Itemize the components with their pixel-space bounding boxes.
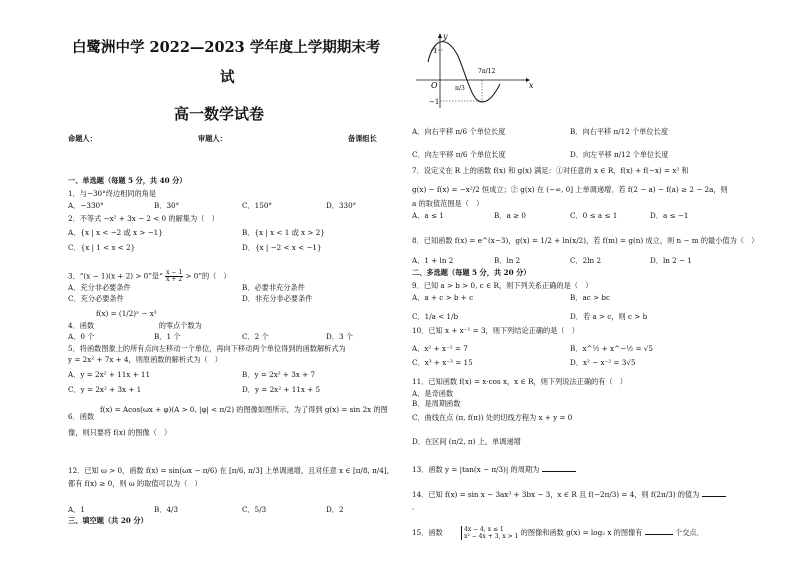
exam-title-line1: 白鹭洲中学 2022—2023 学年度上学期期末考: [72, 39, 381, 56]
q6-option-b: B．向右平移 π/12 个单位长度: [570, 127, 669, 136]
q15-piece-1: 4x − 4, x ≤ 1: [464, 526, 504, 533]
q2-option-d: D．{x | −2 < x < −1}: [242, 243, 322, 252]
question-10: 10．已知 x + x⁻¹ = 3，则下列结论正确的是（ ）: [412, 326, 579, 335]
y-axis-label: y: [443, 32, 448, 41]
q15-piece-2: x² − 4x + 3, x > 1: [464, 533, 519, 540]
section3-heading: 三、填空题（共 20 分）: [68, 516, 148, 525]
q3-option-b: B．必要非充分条件: [242, 283, 305, 292]
q10-option-a: A．x² + x⁻² = 7: [412, 344, 468, 353]
q11-option-c: C．曲线在点 (π, f(π)) 处的切线方程为 x + y = 0: [412, 413, 573, 422]
q12-option-b: B．4/3: [154, 505, 179, 514]
q12-option-c: C．5/3: [242, 505, 267, 514]
q2-option-b: B．{x | x < 1 或 x > 2}: [242, 228, 325, 237]
q6-option-c: C．向左平移 π/6 个单位长度: [412, 150, 506, 159]
q4-suffix: 的零点个数为: [158, 321, 202, 330]
q10-option-b: B．x^½ + x^−½ = √5: [570, 344, 653, 353]
q10-option-c: C．x³ + x⁻³ = 15: [412, 358, 473, 367]
question-12-line1: 12．已知 ω > 0，函数 f(x) = sin(ωx − π/6) 在 [π/6, π/3] 上单调递增，且对任意 x ∈ [π/8, π/4]，: [68, 466, 394, 475]
y-axis-arrow: [438, 33, 442, 38]
q14-trailing-dot: ．: [412, 502, 420, 511]
exam-subtitle: 高一数学试卷: [174, 105, 265, 123]
reviewer-label: 审题人：: [198, 134, 227, 143]
q9-option-d: D．若 a > c，则 c > b: [570, 312, 648, 321]
tick-one: 1: [433, 47, 438, 55]
label-seven-pi-twelve: 7π/12: [478, 68, 496, 75]
right-column: [410, 0, 790, 561]
q9-option-c: C．1/a < 1/b: [412, 312, 459, 321]
q5-option-b: B．y = 2x² + 3x + 7: [242, 370, 316, 379]
q15-prefix: 15．函数: [412, 528, 443, 537]
q3-option-d: D．非充分非必要条件: [242, 294, 313, 303]
question-6-number: 6．函数: [68, 412, 95, 421]
q5-option-d: D．y = 2x² + 11x + 5: [242, 385, 321, 394]
q8-option-a: A．1 + ln 2: [412, 256, 454, 265]
question-11: 11．已知函数 f(x) = x·cos x，x ∈ R，则下列说法正确的有（ ）: [412, 377, 627, 386]
q3-frac-numerator: x − 1: [166, 269, 183, 276]
origin-label: O: [431, 81, 438, 90]
q4-option-d: D．3 个: [326, 332, 353, 341]
question-5-line2: y = 2x² + 7x + 4，则原函数的解析式为（ ）: [68, 355, 222, 364]
x-axis-label: x: [529, 81, 534, 90]
q12-option-d: D．2: [326, 505, 344, 514]
question-4: [68, 321, 202, 330]
q15-piecewise: [461, 526, 518, 540]
question-3: [68, 270, 231, 283]
q2-option-c: C．{x | 1 < x < 2}: [68, 243, 136, 252]
q5-option-c: C．y = 2x² + 3x + 1: [68, 385, 142, 394]
q8-option-d: D．ln 2 − 1: [650, 256, 692, 265]
q4-option-a: A．0 个: [68, 332, 95, 341]
q2-option-a: A．{x | x < −2 或 x > −1}: [68, 228, 163, 237]
q4-option-b: B．1 个: [154, 332, 181, 341]
q13-answer-blank[interactable]: [542, 465, 576, 472]
q4-prefix: 4．函数: [68, 321, 95, 330]
question-6-line1: f(x) = Acos(ωx + φ)(A > 0, |φ| < π/2) 的图像如图所示，为了得到 g(x) = sin 2x 的图: [100, 405, 388, 414]
q9-option-a: A．a + c > b + c: [412, 293, 474, 302]
question-8: 8．已知函数 f(x) = e^(x−3)，g(x) = 1/2 + ln(x/2)，若 f(m) = g(n) 成立，则 n − m 的最小值为（ ）: [412, 236, 759, 245]
q13-text: 13．函数 y = |tan(x − π/3)| 的周期为: [412, 465, 540, 474]
q5-option-a: A．y = 2x² + 11x + 11: [68, 370, 151, 379]
question-7-line2: g(x) − f(x) = −x²/2 恒成立；② g(x) 在 (−∞, 0] 上单调递增．若 f(2 − a) − f(a) ≥ 2 − 2a，则: [412, 185, 728, 194]
q6-option-a: A．向右平移 π/6 个单位长度: [412, 127, 506, 136]
q1-option-c: C．150°: [242, 201, 272, 210]
q14-answer-blank[interactable]: [702, 490, 726, 497]
exam-title-line2: 试: [220, 69, 235, 86]
left-column: [56, 0, 436, 561]
question-6-line2: 像，则只要将 f(x) 的图像（ ）: [68, 428, 172, 437]
q15-suffix: 个交点．: [675, 528, 704, 537]
q11-option-d: D．在区间 (π/2, π) 上，单调递增: [412, 437, 521, 446]
course-leader-label: 备课组长: [348, 134, 377, 143]
q11-option-b: B．是周期函数: [412, 399, 461, 408]
question-9: 9．已知 a > b > 0, c ∈ R，则下列关系正确的是（ ）: [412, 281, 593, 290]
q12-option-a: A．1: [68, 505, 85, 514]
question-1: 1．与−30°终边相同的角是: [68, 189, 157, 198]
q8-option-b: B．ln 2: [494, 256, 521, 265]
question-7-line3: a 的取值范围是（ ）: [412, 199, 484, 208]
q15-middle: 的图像和函数 g(x) = log₂ x 的图像有: [520, 528, 643, 537]
q6-option-d: D．向左平移 π/12 个单位长度: [570, 150, 669, 159]
section2-heading: 二、多选题（每题 5 分，共 20 分）: [412, 268, 531, 277]
q10-option-d: D．x² − x⁻² = 3√5: [570, 358, 636, 367]
q8-option-c: C．2ln 2: [570, 256, 602, 265]
q15-answer-blank[interactable]: [645, 528, 673, 535]
section1-heading: 一、单选题（每题 5 分，共 40 分）: [68, 176, 187, 185]
question-13: [412, 465, 576, 474]
q1-option-b: B．30°: [154, 201, 180, 210]
label-pi-three: π/3: [455, 85, 465, 92]
q3-fraction: [165, 270, 183, 283]
tick-minus-one: −1: [429, 98, 440, 106]
q3-option-a: A．充分非必要条件: [68, 283, 131, 292]
question-12-line2: 都有 f(x) ≥ 0，则 ω 的取值可以为（ ）: [68, 479, 202, 488]
q4-option-c: C．2 个: [242, 332, 269, 341]
question-2: 2．不等式 −x² + 3x − 2 < 0 的解集为（ ）: [68, 214, 219, 223]
q1-option-d: D．330°: [326, 201, 357, 210]
question-14: [412, 490, 726, 499]
question-7-line1: 7．设定义在 R 上的函数 f(x) 和 g(x) 满足：①对任意的 x ∈ R，f(x) + f(−x) = x² 和: [412, 166, 689, 175]
q9-option-b: B．ac > bc: [570, 293, 610, 302]
question-15: [412, 526, 704, 540]
q14-text: 14．已知 f(x) = sin x − 3ax³ + 3bx − 3，x ∈ R 且 f(−2π/3) = 4，则 f(2π/3) 的值为: [412, 490, 700, 499]
q3-text-b: > 0”的（ ）: [185, 271, 231, 281]
q7-option-b: B．a ≥ 0: [494, 211, 526, 220]
q3-frac-denominator: x + 2: [166, 276, 183, 283]
q4-function: f(x) = (1/2)ˣ − x³: [96, 309, 157, 318]
q3-option-c: C．充分必要条件: [68, 294, 124, 303]
q7-option-c: C．0 ≤ a ≤ 1: [570, 211, 618, 220]
cosine-graph: [414, 30, 544, 112]
q11-option-a: A．是奇函数: [412, 389, 454, 398]
q7-option-a: A．a ≤ 1: [412, 211, 444, 220]
proposer-label: 命题人：: [68, 134, 97, 143]
q3-text-a: 3．“(x − 1)(x + 2) > 0”是“: [68, 271, 163, 281]
question-5-line1: 5．将函数图象上的所有点向左移动一个单位，再向下移动两个单位得到的函数解析式为: [68, 344, 346, 353]
q7-option-d: D．a ≤ −1: [650, 211, 689, 220]
q1-option-a: A．−330°: [68, 201, 104, 210]
